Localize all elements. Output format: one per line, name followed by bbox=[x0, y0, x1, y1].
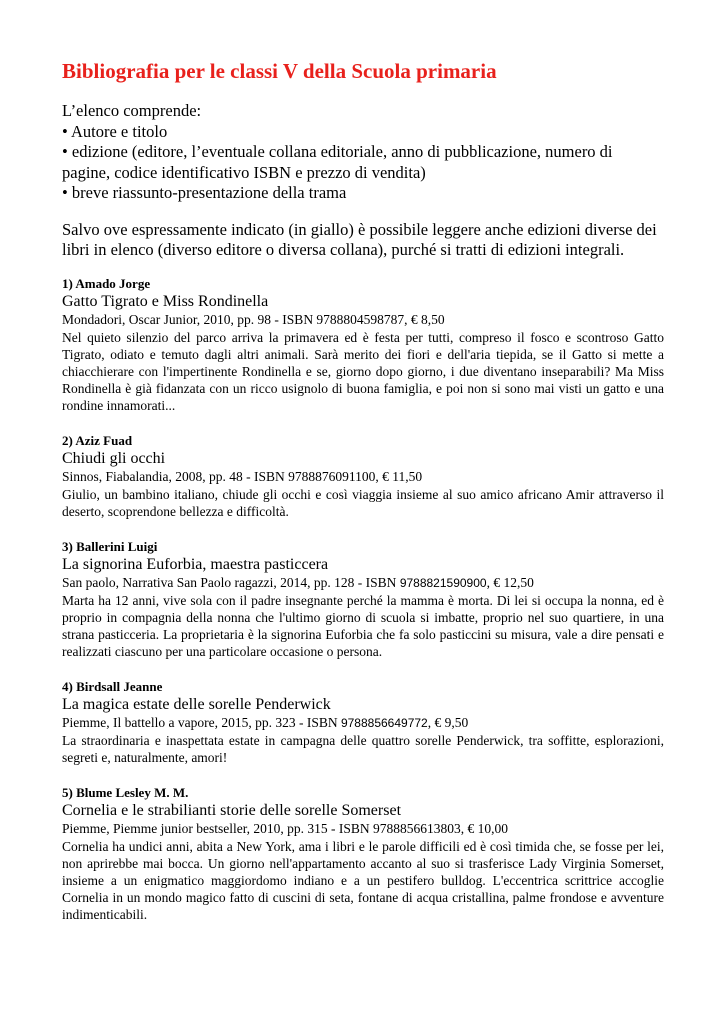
book-entry-2 bbox=[62, 432, 664, 520]
intro-item-summary: • breve riassunto-presentazione della trama bbox=[62, 183, 347, 202]
book-edition: Piemme, Piemme junior bestseller, 2010, pp. 315 - ISBN 9788856613803, € 10,00 bbox=[62, 820, 509, 836]
book-edition: San paolo, Narrativa San Paolo ragazzi, 2014, pp. 128 - ISBN 9788821590900, € 12,50 bbox=[62, 574, 534, 590]
book-entry-5 bbox=[62, 784, 664, 923]
book-author: 2) Aziz Fuad bbox=[62, 432, 133, 448]
book-entry-4 bbox=[62, 678, 664, 766]
book-summary: Marta ha 12 anni, vive sola con il padre insegnante perché la mamma è morta. Di lei si occupa la nonna, ed è proprio in compagnia della nonna che l'ultimo giorno di scuola si imbatte, proprio nel suo quartiere, in una strana pasticceria. La proprietaria è la signorina Euforbia che fa solo pasticcini su misura, vale a dire pensati e realizzati ciascuno per una particolare occasione o persona. bbox=[62, 592, 664, 659]
book-entry-3 bbox=[62, 538, 664, 660]
book-entry-1 bbox=[62, 275, 664, 414]
book-author: 5) Blume Lesley M. M. bbox=[62, 784, 189, 800]
intro-block bbox=[62, 101, 664, 204]
book-title: Cornelia e le strabilianti storie delle sorelle Somerset bbox=[62, 801, 402, 819]
intro-item-edition: • edizione (editore, l’eventuale collana editoriale, anno di pubblicazione, numero di pagine, codice identificativo ISBN e prezzo di vendita) bbox=[62, 142, 613, 182]
book-summary: Cornelia ha undici anni, abita a New York, ama i libri e le parole difficili ed è così timida che, se fosse per lei, non aprirebbe mai bocca. Un giorno nell'appartamento accanto al suo si trasferisce Lady Virginia Somerset, insieme a un enigmatico maggiordomo indiano e a un pestifero bulldog. L'eccentrica scrittrice accoglie Cornelia in un mondo magico fatto di cuscini di seta, fontane di acqua cristallina, palme frondose e avventure indimenticabili. bbox=[62, 838, 664, 922]
book-author: 3) Ballerini Luigi bbox=[62, 538, 158, 554]
document-page bbox=[62, 58, 664, 941]
book-title: La signorina Euforbia, maestra pasticcera bbox=[62, 555, 329, 573]
book-edition: Mondadori, Oscar Junior, 2010, pp. 98 - ISBN 9788804598787, € 8,50 bbox=[62, 311, 445, 327]
book-title: Chiudi gli occhi bbox=[62, 449, 166, 467]
intro-item-author-title: • Autore e titolo bbox=[62, 121, 168, 141]
intro-heading: L’elenco comprende: bbox=[62, 101, 202, 120]
book-summary: Giulio, un bambino italiano, chiude gli occhi e così viaggia insieme al suo amico africano Amir attraverso il deserto, scoprendone bellezza e difficoltà. bbox=[62, 486, 664, 519]
document-title: Bibliografia per le classi V della Scuola primaria bbox=[62, 59, 497, 83]
book-title: Gatto Tigrato e Miss Rondinella bbox=[62, 292, 269, 310]
book-author: 1) Amado Jorge bbox=[62, 275, 151, 291]
book-summary: Nel quieto silenzio del parco arriva la primavera ed è festa per tutti, compreso il fosco e scontroso Gatto Tigrato, odiato e temuto dagli altri animali. Sarà merito dei fiori e dell'aria tiepida, se il Gatto si mette a chiacchierare con l'impertinente Rondinella e se, giorno dopo giorno, i due diventano inseparabili? Ma Miss Rondinella è già fidanzata con un ricco usignolo di buona famiglia, e poi non si sono mai visti un gatto e una rondine innamorati... bbox=[62, 329, 664, 413]
book-title: La magica estate delle sorelle Penderwick bbox=[62, 695, 331, 713]
book-summary: La straordinaria e inaspettata estate in campagna delle quattro sorelle Penderwick, tra soffitte, esplorazioni, segreti e, naturalmente, amori! bbox=[62, 732, 664, 765]
edition-note: Salvo ove espressamente indicato (in giallo) è possibile leggere anche edizioni diverse dei libri in elenco (diverso editore o diversa collana), purché si tratti di edizioni integrali. bbox=[62, 219, 657, 259]
book-edition: Sinnos, Fiabalandia, 2008, pp. 48 - ISBN 9788876091100, € 11,50 bbox=[62, 468, 423, 484]
book-author: 4) Birdsall Jeanne bbox=[62, 678, 163, 694]
book-edition: Piemme, Il battello a vapore, 2015, pp. 323 - ISBN 9788856649772, € 9,50 bbox=[62, 714, 469, 730]
